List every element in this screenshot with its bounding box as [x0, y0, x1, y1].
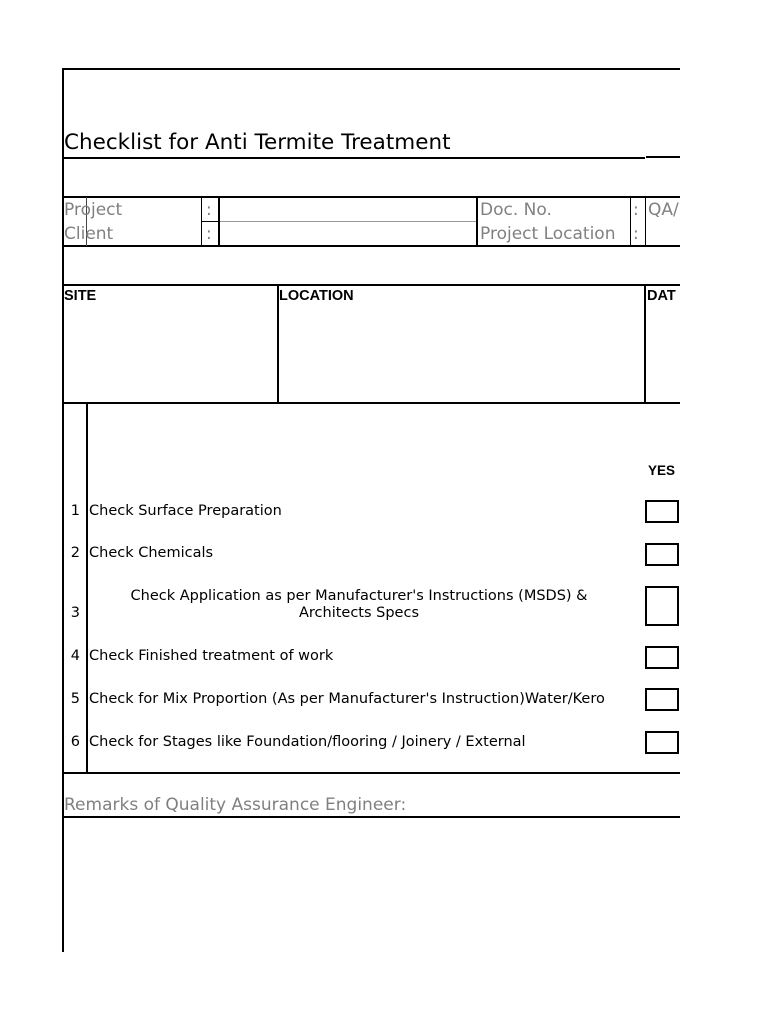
doc-no-value: QA/	[648, 200, 679, 220]
item-text-1: Check Surface Preparation	[89, 503, 282, 519]
yes-checkbox-4[interactable]	[645, 646, 679, 669]
location-header: LOCATION	[279, 288, 354, 304]
info-bottom-border	[62, 402, 680, 404]
item-text-3: Check Application as per Manufacturer's Instructions (MSDS) & Architects Specs	[130, 588, 588, 621]
header-bottom-border	[62, 245, 680, 247]
project-separator: :	[206, 200, 212, 220]
item-number-2: 2	[70, 545, 80, 561]
header-colon-separator	[202, 221, 219, 222]
doc-no-separator: :	[633, 200, 639, 220]
info-divider-location-date	[644, 285, 646, 403]
yes-checkbox-3[interactable]	[645, 586, 679, 626]
yes-checkbox-2[interactable]	[645, 543, 679, 566]
document-title: Checklist for Anti Termite Treatment	[64, 130, 451, 155]
client-separator: :	[206, 224, 212, 244]
item-number-6: 6	[70, 734, 80, 750]
item-number-4: 4	[70, 648, 80, 664]
yes-checkbox-6[interactable]	[645, 731, 679, 754]
title-underline	[62, 157, 645, 159]
checklist-number-divider	[86, 403, 88, 773]
project-location-separator: :	[633, 224, 639, 244]
item-text-2: Check Chemicals	[89, 545, 214, 561]
header-divider-d	[476, 197, 478, 246]
title-underline-right	[646, 156, 680, 158]
date-header: DAT	[647, 288, 676, 304]
project-label: Project	[64, 200, 123, 220]
info-top-border	[62, 284, 680, 286]
site-header: SITE	[64, 288, 97, 304]
remarks-underline	[62, 816, 680, 818]
item-number-3: 3	[70, 605, 80, 621]
header-top-border	[62, 196, 680, 198]
header-row-separator	[220, 221, 476, 222]
item-text-6: Check for Stages like Foundation/flooring / Joinery / External	[89, 734, 526, 750]
header-divider-f	[645, 197, 646, 246]
remarks-label: Remarks of Quality Assurance Engineer:	[64, 795, 407, 815]
yes-checkbox-1[interactable]	[645, 500, 679, 523]
yes-checkbox-5[interactable]	[645, 688, 679, 711]
doc-no-label: Doc. No.	[480, 200, 552, 220]
sheet-top-border	[62, 68, 680, 70]
checklist-bottom-border	[62, 772, 680, 774]
item-number-1: 1	[70, 503, 80, 519]
item-number-5: 5	[70, 691, 80, 707]
header-divider-e	[630, 197, 631, 246]
item-text-4: Check Finished treatment of work	[89, 648, 334, 664]
client-label: Client	[64, 224, 114, 244]
project-location-label: Project Location	[480, 224, 616, 244]
item-text-5: Check for Mix Proportion (As per Manufacturer's Instruction)Water/Kero	[89, 691, 605, 707]
yes-column-header: YES	[648, 463, 676, 478]
